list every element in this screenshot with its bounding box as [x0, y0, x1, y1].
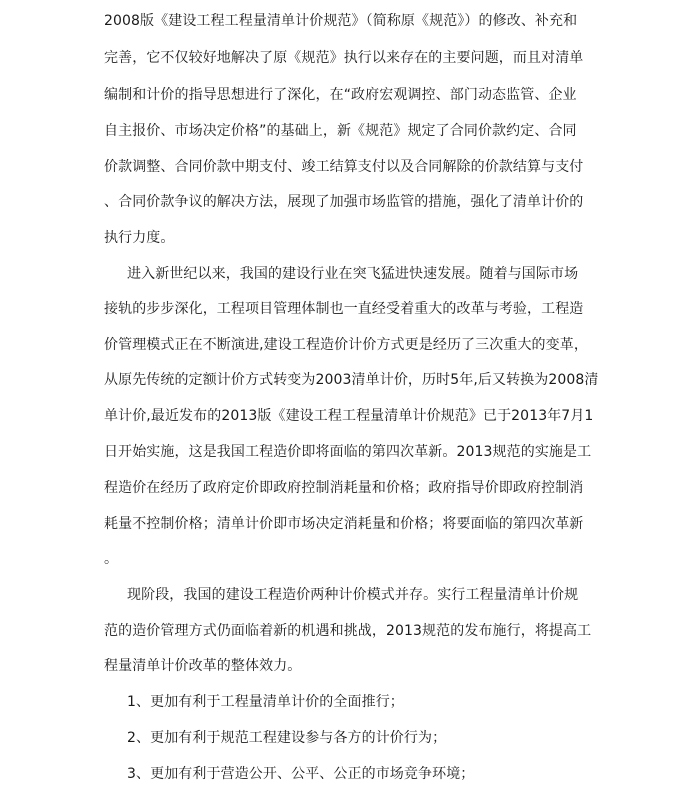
list-item: 1、更加有利于工程量清单计价的全面推行； — [127, 694, 404, 710]
text-line: 自主报价、市场决定价格”的基础上，新《规范》规定了合同价款约定、合同 — [104, 123, 577, 139]
text-line: 进入新世纪以来，我国的建设行业在突飞猛进快速发展。随着与国际市场 — [127, 266, 579, 282]
text-line: 价款调整、合同价款中期支付、竣工结算支付以及合同解除的价款结算与支付 — [104, 159, 584, 175]
text-line: 耗量不控制价格；清单计价即市场决定消耗量和价格；将要面临的第四次革新 — [104, 516, 584, 532]
list-item: 2、更加有利于规范工程建设参与各方的计价行为； — [127, 730, 447, 746]
list-item: 3、更加有利于营造公开、公平、公正的市场竞争环境； — [127, 766, 475, 782]
text-line: 、合同价款争议的解决方法，展现了加强市场监管的措施，强化了清单计价的 — [104, 194, 584, 210]
text-line: 日开始实施，这是我国工程造价即将面临的第四次革新。2013规范的实施是工 — [104, 444, 592, 460]
text-line: 单计价,最近发布的2013版《建设工程工程量清单计价规范》已于2013年7月1 — [104, 408, 594, 424]
text-line: 。 — [104, 551, 119, 567]
text-line: 范的造价管理方式仍面临着新的机遇和挑战，2013规范的发布施行，将提高工 — [104, 623, 592, 639]
text-line: 价管理模式正在不断演进,建设工程造价计价方式更是经历了三次重大的变革， — [104, 337, 588, 353]
text-line: 编制和计价的指导思想进行了深化，在“政府宏观调控、部门动态监管、企业 — [104, 87, 577, 103]
text-line: 现阶段，我国的建设工程造价两种计价模式并存。实行工程量清单计价规 — [127, 587, 579, 603]
text-line: 从原先传统的定额计价方式转变为2003清单计价，历时5年,后又转换为2008清 — [104, 372, 599, 388]
text-line: 程量清单计价改革的整体效力。 — [104, 658, 302, 674]
text-line: 完善，它不仅较好地解决了原《规范》执行以来存在的主要问题，而且对清单 — [104, 50, 584, 66]
text-line: 程造价在经历了政府定价即政府控制消耗量和价格；政府指导价即政府控制消 — [104, 480, 584, 496]
text-line: 2008版《建设工程工程量清单计价规范》（简称原《规范》）的修改、补充和 — [104, 13, 578, 29]
text-line: 接轨的步步深化，工程项目管理体制也一直经受着重大的改革与考验，工程造 — [104, 301, 584, 317]
text-line: 执行力度。 — [104, 230, 175, 246]
